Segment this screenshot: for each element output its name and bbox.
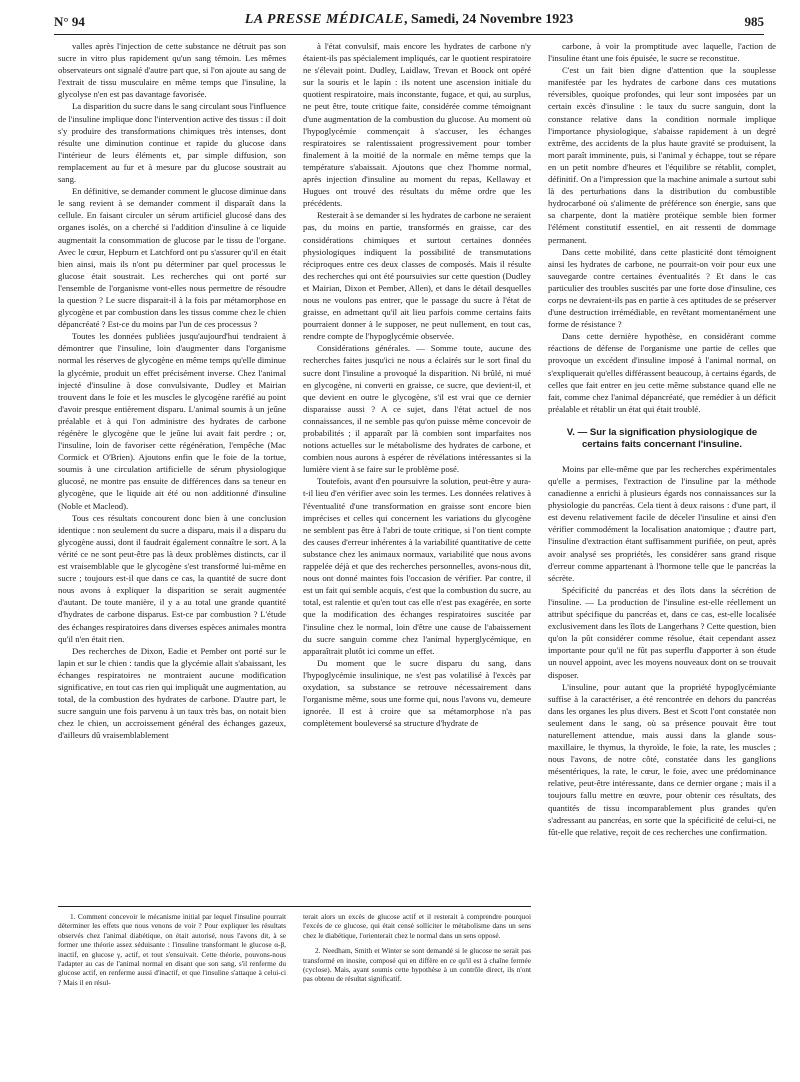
page-number: 985 [744,14,764,29]
paragraph: à l'état convulsif, mais encore les hydrates de carbone n'y étaient-ils pas spécialement impliqués, car le quotient respiratoire ne s'élevait point. Dudley, Laidlaw, Trevan et Boock ont opéré sur la souris et le lapin : ils notent une ascension initiale du quotient respiratoire, mais inconstante, fugace, et qui, au surplus, ne peut être, toute critique faite, considérée comme témoignant d'une augmentation de la combustion du glucose. Au moment où l'hypoglycémie commençait à s'accuser, les échanges respiratoires se ralentissaient progressivement pour tomber finalement à la moitié de la normale en même temps que la température s'abaissait. Ajoutons que chez l'homme normal, après injection d'insuline au moment du repas, Kellaway et Hugues ont trouvé des résultats du même ordre que les précédents. [303,41,531,209]
running-title [54,12,764,28]
paragraph: Resterait à se demander si les hydrates de carbone ne seraient pas, du moins en partie, transformés en graisse, car des considérations chimiques et surtout certaines données physiologiques indiquent la possibilité de transmutations réciproques entre ces deux classes de composés. Mais il résulte des recherches qui ont été poursuivies sur cette question (Dudley et Mairian, Dixon et Pember, Allen), et dans le détail desquelles nous ne voulons pas entrer, que le passage du sucre à l'état de graisse, en admettant qu'il ait lieu parfois comme certains faits pourraient donner à le supposer, ne peut nullement, en tout cas, rendre compte de l'hypoglycémie observée. [303,210,531,342]
paragraph: Dans cette dernière hypothèse, en considérant comme réactions de défense de l'organisme une partie de celles que provoque un excédent d'insuline imposé à l'animal normal, on s'expliquerait qu'elles différassent beaucoup, à certains égards, de celles que fait entrer en jeu cette même substance quand elle ne fait, comme chez l'animal dépancréaté, que remédier à un déficit préalable et rétablir un état qui était troublé. [548,331,776,414]
footnotes-right [303,912,531,1072]
paragraph: Du moment que le sucre disparu du sang, dans l'hypoglycémie insulinique, ne s'est pas volatilisé à l'excès par oxydation, sa substance se retrouve nécessairement dans l'organisme même, sous une forme qui, nous l'avons vu, demeure ignorée. Il est à croire que sa métamorphose n'a pas complètement bouleversé sa structure d'hydrate de [303,657,531,729]
paragraph: Tous ces résultats concourent donc bien à une conclusion identique : non seulement du sucre a disparu, mais il a disparu du glycogène aussi, dont il faudrait également connaître le sort. A la vérité ce ne sont peut-être pas là deux problèmes distincts, car il est vraisemblable que le glycogène s'est transformé lui-même en sucre ; toujours est-il que dans ce cas, la quantité de sucre dont nous avons à expliquer la disparition se serait augmentée d'autant. De toute manière, il y a au total une grande quantité d'hydrates de carbone disparus. Est-ce par combustion ? L'étude des échanges respiratoires dans diverses espèces animales montra qu'il n'en était rien. [58,512,286,644]
paragraph: Spécificité du pancréas et des îlots dans la sécrétion de l'insuline. — La production de l'insuline est-elle réellement un attribut spécifique du pancréas et, dans ce cas, est-elle localisée exclusivement dans les îlots de Langerhans ? Cette question, bien qu'on la pût considérer comme résolue, était cependant assez importante pour qu'il ne fût pas superflu d'apporter à son étude un nouvel appoint, avec les moyens nouveaux dont on se trouvait disposer. [548,584,776,680]
footnote-rule [58,906,531,907]
issue-number: N° 94 [54,14,85,29]
paragraph: Moins par elle-même que par les recherches expérimentales qu'elle a permises, l'extraction de l'insuline par la méthode canadienne a enrichi à plusieurs égards nos connaissances sur la physiologie du pancréas. Cela tient à deux raisons : d'une part, il est devenu relativement facile de déceler l'insuline et ainsi d'en vérifier commodément la localisation anatomique ; d'autre part, l'insuline d'extraction étant suffisamment purifiée, on peut, après avoir analysé ses propriétés, les considérer sans grand risque d'erreur comme appartenant à l'hormone telle que le pancréas la sécrète. [548,463,776,583]
page-header [54,8,764,35]
paragraph: La disparition du sucre dans le sang circulant sous l'influence de l'insuline implique donc l'intervention active des tissus : il doit s'y produire des transformations chimiques très intenses, dont résulte une diminution continue et rapide du glucose dans l'intérieur de leurs éléments et, par simple diffusion, son remplacement au fur et à mesure par du glucose soustrait au sang. [58,101,286,185]
column-2 [303,40,531,902]
footnotes-left [58,912,286,1072]
paragraph: Considérations générales. — Somme toute, aucune des recherches faites jusqu'ici ne nous a éclairés sur le sort final du sucre dont l'insuline a provoqué la disparition. Ni brûlé, ni mué en glycogène, ni converti en graisse, ce sucre, que devient-il, et que devient en outre le glycogène, s'il est vrai que ce dernier disparaisse aussi ? A ce sujet, dans l'état actuel de nos connaissances, il ne semble pas qu'on puisse même concevoir de probabilités ; il apparaît par là combien sont imparfaites nos notions actuelles sur le métabolisme des hydrates de carbone, et combien nous aurons à espérer de révélations intéressantes si la lumière vient à se faire sur le problème posé. [303,343,531,475]
column-1 [58,40,286,902]
paragraph: carbone, à voir la promptitude avec laquelle, l'action de l'insuline étant une fois épuisée, le sucre se reconstitue. [548,41,776,64]
paragraph: C'est un fait bien digne d'attention que la souplesse manifestée par les hydrates de carbone dans ces mutations réversibles, quoique profondes, qui leur sont imposées par un certain excès d'insuline : le taux du sucre sanguin, dont la constance relative dans la condition normale implique l'importance physiologique, s'abaisse rapidement à un degré extrême, des accidents de la plus haute gravité se produisent, la mort paraît imminente, puis, si l'animal y échappe, tout se répare en un petit nombre d'heures et l'équilibre se rétablit, complet, définitif. On a l'impression que la machine animale a surtout subi là des perturbations dans la distribution du combustible hydrocarboné où s'alimente de préférence son énergie, sans que sa charpente, dont la matière protéique semble bien former l'élément constitutif essentiel, en ait ressenti de dommage permanent. [548,65,776,245]
footnote-2: 2. Needham, Smith et Winter se sont demandé si le glucose ne serait pas transformé en inosite, composé qui en diffère en ce qu'il est à chaîne fermée (cyclose). Mais, ayant soumis cette hypothèse à un contrôle direct, ils n'ont pas obtenu de résultat significatif. [303,946,531,984]
footnote-1: 1. Comment concevoir le mécanisme initial par lequel l'insuline pourrait déterminer les effets que nous venons de voir ? Pour expliquer les résultats observés chez l'animal diabétique, on était autorisé, nous l'avons dit, à se former une théorie assez séduisante : l'insuline transformant le glucose α-β, inactif, en glucose γ, actif, et tout s'ensuivait. Cette théorie, pouvons-nous l'adapter au cas de l'animal normal en disant que son sang, s'il renferme du glucose actif, en renferme aussi d'inactif, et que l'insuline s'attaque à celui-ci ? Mais il en résul- [58,912,286,987]
paragraph: Toutes les données publiées jusqu'aujourd'hui tendraient à démontrer que l'insuline, loin d'augmenter dans l'organisme normal les réserves de glycogène en même temps qu'elle diminue la glycémie, produit un effet précisément inverse. Chez l'animal injecté d'insuline à dose convulsivante, Dudley et Mairian trouvent dans le foie et les muscles le glycogène raréfié au point d'avoir presque entièrement disparu. L'animal soumis à un jeûne préalable et à qui l'on administre des hydrates de carbone régénère le glycogène que le jeûne lui avait fait perdre ; or, l'insuline, loin de favoriser cette régénération, l'empêche (Mac Cormick et O'Brien). Ajoutons enfin que le foie de la tortue, soumis à une circulation artificielle de sérum physiologique glucosé, ne montre pas ensuite de différences dans sa teneur en glycogène, que le liquide ait été ou non additionné d'insuline (Noble et Macleod). [58,331,286,511]
paragraph: Des recherches de Dixon, Eadie et Pember ont porté sur le lapin et sur le chien : tandis que la glycémie allait s'abaissant, les échanges respiratoires ne montraient aucune modification significative, en tout cas rien qui impliquât une augmentation, au total, de la combustion des hydrates de carbone. D'autre part, le sucre sanguin une fois parvenu à un taux très bas, on notait bien chez le chien, un accroissement général des échanges gazeux, d'ailleurs dû vraisemblablement [58,645,286,741]
paragraph: Toutefois, avant d'en poursuivre la solution, peut-être y aura-t-il lieu d'en vérifier avec soin les termes. Les données relatives à l'éventualité d'une transformation en graisse sont encore bien imprécises et celles qui concernent les variations du glycogène ne semblent pas être à l'abri de toute critique, si l'on tient compte des causes d'erreur inhérentes à la variabilité quantitative de cette substance chez les animaux normaux, variabilité que nous avons rappelée déjà et que des recherches personnelles, avons-nous dit, nous ont donné maintes fois l'occasion de vérifier. Par contre, il est un fait qui semble acquis, c'est que la combustion du sucre, au total, est ralentie et qu'en tout cas elle n'est pas exagérée, en sorte que la modification des échanges respiratoires suscitée par l'insuline chez le normal, loin d'être une cause de l'abaissement du sucre sanguin comme chez l'animal hyperglycémique, en apparaîtrait plutôt ici comme un effet. [303,476,531,656]
issue-date: , Samedi, 24 Novembre 1923 [403,12,574,27]
paragraph: En définitive, se demander comment le glucose diminue dans le sang revient à se demander comment il disparaît dans la cellule. En faisant circuler un sérum artificiel glucosé dans des organes isolés, on a cherché si l'addition d'insuline à ce liquide augmentait la consommation de glucose par le tissu de l'organe. Avec le cœur, Hepburn et Latchford ont pu s'assurer qu'il en était bien ainsi, mais ils n'ont pu déterminer par quel processus le glucose était soustrait. Les recherches qui ont porté sur l'ensemble de l'organisme vont-elles nous permettre de résoudre la question ? Le sucre disparait-il à la fois par métamorphose en glycogène et par combustion dans les tissus comme chez le chien dépancréaté ? Est-ce du moins par l'un de ces processus ? [58,186,286,330]
journal-name: LA PRESSE MÉDICALE [244,12,404,27]
paragraph: valles après l'injection de cette substance ne détruit pas son sucre in vitro plus rapidement qu'un sang témoin. Les mêmes observateurs ont signalé d'autre part que, si l'on ajoute au sang de l'extrait de tissu musculaire en même temps que l'insuline, la glycolyse n'en est pas davantage favorisée. [58,41,286,100]
column-3 [548,40,776,1080]
footnote-1-continued: terait alors un excès de glucose actif et il resterait à comprendre pourquoi l'excès de ce glucose, qui était censé solliciter le métabolisme dans un sens chez le diabétique, l'orienterait chez le normal dans un sens opposé. [303,912,531,940]
paragraph: Dans cette mobilité, dans cette plasticité dont témoignent ainsi les hydrates de carbone, ne pourrait-on voir pour eux une sauvegarde contre certaines éventualités ? Et dans le cas particulier des troubles suscités par une forte dose d'insuline, ces corps ne devraient-ils pas en partie à ces aptitudes de se préserver d'une destruction irrémédiable, en revêtant momentanément une forme de résistance ? [548,246,776,330]
section-heading: V. — Sur la signification physiologique de certains faits concernant l'insuline. [566,426,758,450]
paragraph: L'insuline, pour autant que la propriété hypoglycémiante suffise à la caractériser, a été rencontrée en dehors du pancréas dans les organes les plus divers. Best et Scott l'ont constatée non seulement dans le sang, où sa présence pouvait être tout naturellement attendue, mais aussi dans la glande sous-maxillaire, le thymus, la thyroïde, le foie, la rate, les muscles ; nous l'avons, de notre côté, constatée dans les ganglions mésentériques, la rate, le cœur, le foie, avec une prédominance relative, peut-être intéressante, dans ce dernier organe ; mais il a toujours fallu mettre en œuvre, pour obtenir ces résultats, des quantités de tissu incomparablement plus grandes qu'en s'adressant au pancréas, en sorte que la spécificité de celui-ci, ne fût-elle que relative, reçoit de ces recherches une confirmation. [548,681,776,837]
